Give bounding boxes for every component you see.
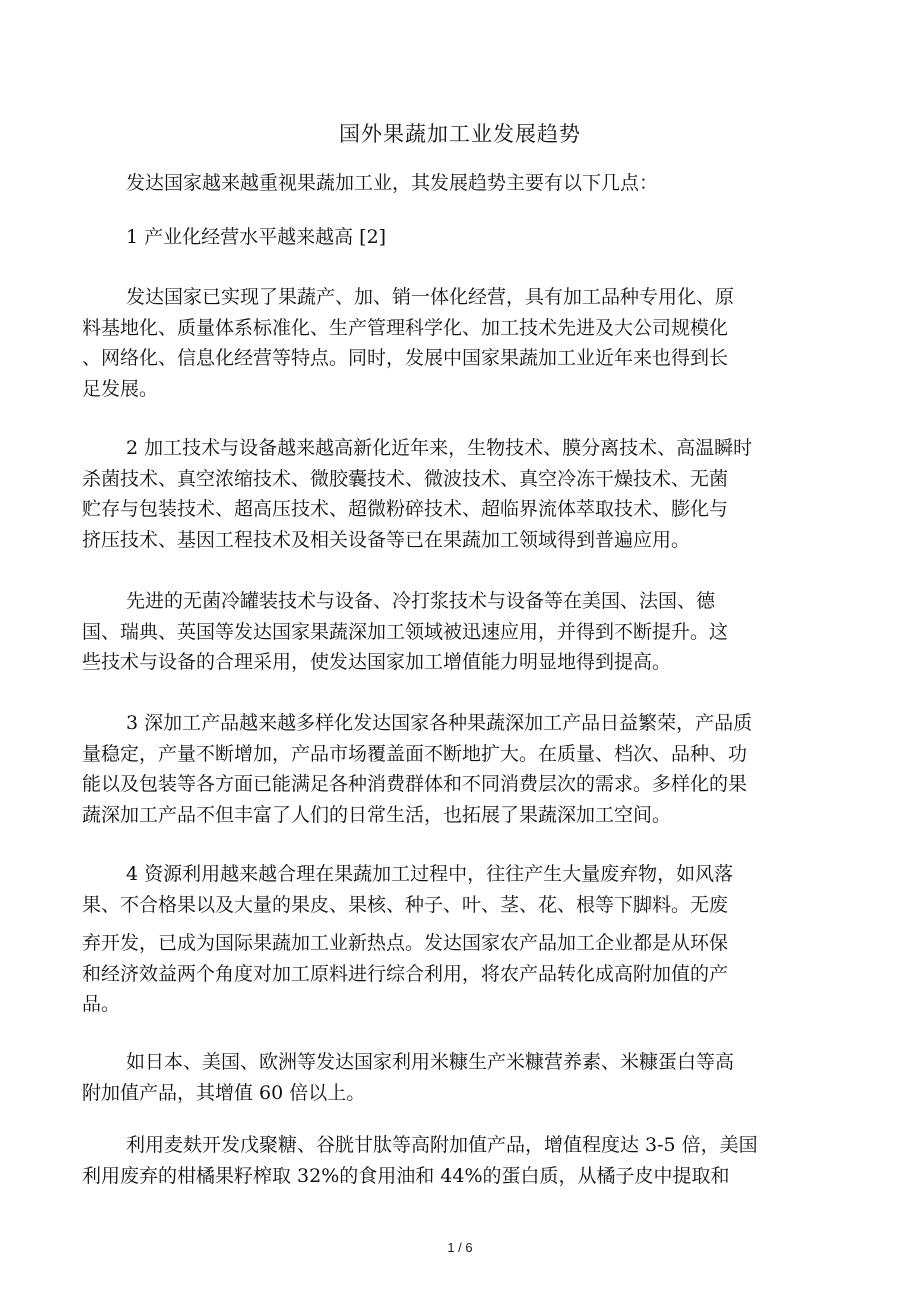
paragraph-line: 附加值产品，其增值 60 倍以上。 — [82, 1081, 366, 1104]
paragraph-4 — [82, 708, 782, 830]
intro-paragraph: 发达国家越来越重视果蔬加工业，其发展趋势主要有以下几点： — [126, 172, 659, 194]
paragraph-line: 3 深加工产品越来越多样化发达国家各种果蔬深加工产品日益繁荣，产品质 — [126, 712, 753, 734]
paragraph-line: 量稳定，产量不断增加，产品市场覆盖面不断地扩大。在质量、档次、品种、功 — [82, 742, 748, 765]
section-heading-1: 1 产业化经营水平越来越高 [2] — [126, 226, 387, 248]
document-title: 国外果蔬加工业发展趋势 — [339, 122, 581, 146]
paragraph-line: 利用麦麸开发戊聚糖、谷胱甘肽等高附加值产品，增值程度达 3-5 倍，美国 — [126, 1134, 758, 1156]
paragraph-line: 挤压技术、基因工程技术及相关设备等已在果蔬加工领域得到普遍应用。 — [82, 528, 691, 551]
paragraph-line: 、网络化、信息化经营等特点。同时，发展中国家果蔬加工业近年来也得到长 — [82, 347, 729, 369]
paragraph-line: 能以及包装等各方面已能满足各种消费群体和不同消费层次的需求。多样化的果 — [82, 773, 748, 795]
page-number: 1 / 6 — [447, 1240, 473, 1255]
paragraph-line: 些技术与设备的合理采用，使发达国家加工增值能力明显地得到提高。 — [82, 651, 672, 673]
paragraph-line: 先进的无菌冷罐装技术与设备、冷打浆技术与设备等在美国、法国、德 — [126, 590, 716, 612]
paragraph-line: 足发展。 — [82, 377, 159, 400]
paragraph-6 — [82, 1047, 782, 1108]
paragraph-line: 发达国家已实现了果蔬产、加、销一体化经营，具有加工品种专用化、原 — [126, 286, 735, 308]
paragraph-line: 弃开发，已成为国际果蔬加工业新热点。发达国家农产品加工企业都是从环保 — [82, 932, 729, 954]
paragraph-5 — [82, 859, 782, 920]
paragraph-5-continued — [82, 928, 782, 1020]
paragraph-line: 和经济效益两个角度对加工原料进行综合利用，将农产品转化成高附加值的产 — [82, 962, 729, 985]
paragraph-line: 贮存与包装技术、超高压技术、超微粉碎技术、超临界流体萃取技术、膨化与 — [82, 498, 729, 520]
paragraph-line: 利用废弃的柑橘果籽榨取 32%的食用油和 44%的蛋白质，从橘子皮中提取和 — [82, 1164, 730, 1187]
paragraph-3 — [82, 586, 782, 678]
paragraph-line: 国、瑞典、英国等发达国家果蔬深加工领域被迅速应用，并得到不断提升。这 — [82, 620, 729, 643]
paragraph-7 — [82, 1130, 782, 1191]
paragraph-line: 料基地化、质量体系标准化、生产管理科学化、加工技术先进及大公司规模化 — [82, 316, 729, 339]
paragraph-line: 果、不合格果以及大量的果皮、果核、种子、叶、茎、花、根等下脚料。无废 — [82, 893, 729, 916]
paragraph-line: 品。 — [82, 993, 121, 1015]
paragraph-line: 蔬深加工产品不但丰富了人们的日常生活，也拓展了果蔬深加工空间。 — [82, 803, 672, 826]
paragraph-2 — [82, 433, 782, 555]
paragraph-line: 如日本、美国、欧洲等发达国家利用米糠生产米糠营养素、米糠蛋白等高 — [126, 1051, 735, 1073]
paragraph-1 — [82, 282, 782, 404]
paragraph-line: 2 加工技术与设备越来越高新化近年来，生物技术、膜分离技术、高温瞬时 — [126, 437, 753, 459]
paragraph-line: 杀菌技术、真空浓缩技术、微胶囊技术、微波技术、真空冷冻干燥技术、无菌 — [82, 467, 729, 490]
paragraph-line: 4 资源利用越来越合理在果蔬加工过程中，往往产生大量废弃物，如风落 — [126, 863, 734, 885]
